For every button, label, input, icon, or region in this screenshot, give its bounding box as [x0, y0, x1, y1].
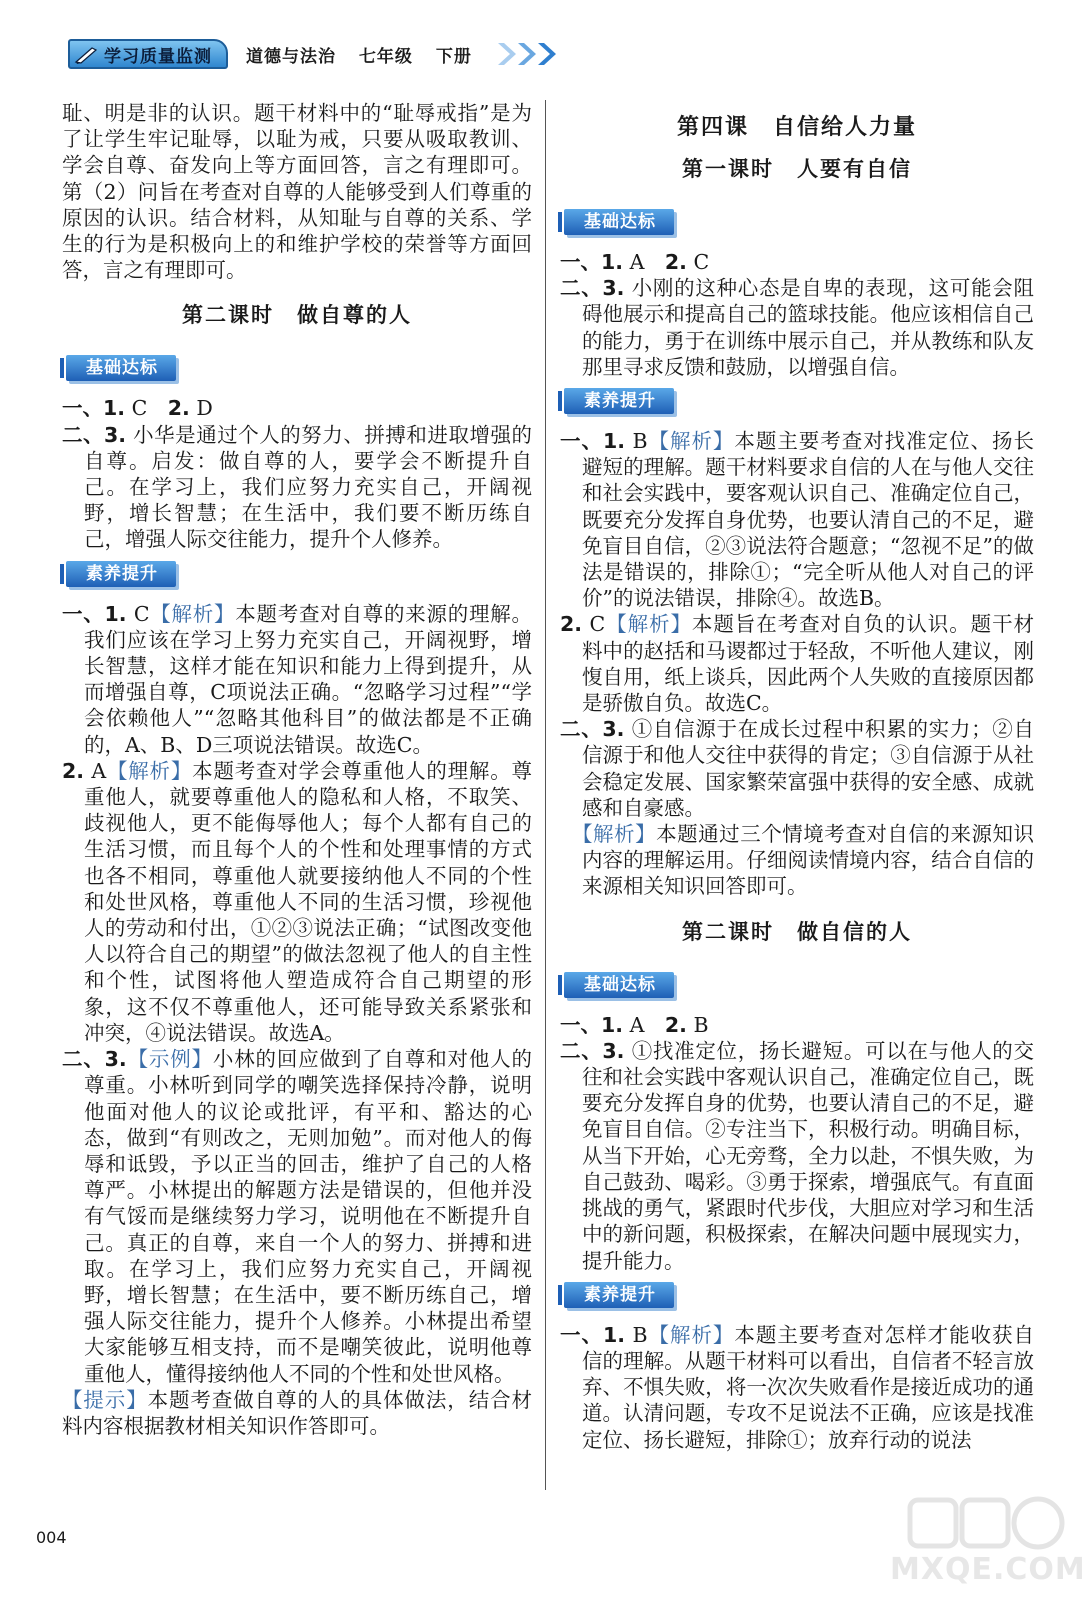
- lesson-title: 第四课 自信给人力量: [676, 115, 917, 140]
- answer-item: 一、1. B【解析】本题主要考查对找准定位、扬长避短的理解。题干材料要求自信的人在与他人交往和社会实践中，要客观认识自己、准确定位自己，既要充分发挥自身优势，也要认清自己的不足，避免盲目自信，②③说法符合题意；“忽视不足”的做法是错误的，排除①；“完全听从他人对自己的评价”的说法错误，排除④。故选B。: [560, 429, 1034, 611]
- badge-improve: 素养提升: [66, 561, 176, 587]
- watermark-logo-icon: [890, 1490, 1080, 1560]
- answer-item: 2. C【解析】本题旨在考查对自负的认识。题干材料中的赵括和马谡都过于轻敌，不听他人建议，刚愎自用，纸上谈兵，因此两个人失败的直接原因都是骄傲自负。故选C。: [560, 612, 1035, 716]
- left-column: [62, 100, 532, 1439]
- chevron-decoration: [494, 39, 564, 69]
- answer-item: 二、3. ①找准定位，扬长避短。可以在与他人的交往和社会实践中客观认识自己，准确定位自己，既要充分发挥自身的优势，也要认清自己的不足，避免盲目自信。②专注当下，积极行动。明确目标，从当下开始，心无旁骛，全力以赴，不惧失败，为自己鼓劲、喝彩。③勇于探索，增强底气。有直面挑战的勇气，紧跟时代步伐，大胆应对学习和生活中的新问题，积极探索，在解决问题中展现实力，提升能力。: [560, 1038, 1035, 1273]
- section-title: 第二课时 做自信的人: [682, 919, 912, 944]
- badge-improve: 素养提升: [564, 388, 674, 414]
- pen-icon: [74, 45, 100, 65]
- answer-item: 一、1. C【解析】本题考查对自尊的来源的理解。我们应该在学习上努力充实自己，开阔视野，增长智慧，这样才能在知识和能力上得到提升，从而增强自尊，C项说法正确。“忽略学习过程”“学会依赖他人”“忽略其他科目”的做法都是不正确的，A、B、D三项说法错误。故选C。: [62, 601, 533, 757]
- right-column: [560, 100, 1034, 1453]
- answer-item: 一、1. B【解析】本题主要考查对怎样才能收获自信的理解。从题干材料可以看出，自信者不轻言放弃、不惧失败，将一次次失败看作是接近成功的通道。认清问题，专攻不足说法不正确，应该是找准定位、扬长避短，排除①；放弃行动的说法: [560, 1322, 1034, 1452]
- section-title: 第二课时 做自尊的人: [182, 303, 412, 328]
- brand-tab: [68, 39, 228, 69]
- answer-item: 二、3. 小刚的这种心态是自卑的表现，这可能会阻碍他展示和提高自己的篮球技能。他应该相信自己的能力，勇于在训练中展示自己，并从教练和队友那里寻求反馈和鼓励，以增强自信。: [560, 276, 1035, 379]
- answer-item: 二、3. ①自信源于在成长过程中积累的实力；②自信源于和他人交往中获得的肯定；③自信源于从社会稳定发展、国家繁荣富强中获得的安全感、成就感和自豪感。: [560, 717, 1035, 820]
- badge-basic: 基础达标: [564, 209, 674, 235]
- volume-name: 下册: [435, 46, 472, 67]
- answer-item: 一、1. A 2. B: [560, 1012, 709, 1037]
- continued-answer: 耻、明是非的认识。题干材料中的“耻辱戒指”是为了让学生牢记耻辱，以耻为戒，只要从吸取教训、学会自尊、奋发向上等方面回答，言之有理即可。第（2）问旨在考查对自尊的人能够受到人们尊重的原因的认识。结合材料，从知耻与自尊的关系、学生的行为是积极向上的和维护学校的荣誉等方面回答，言之有理即可。: [62, 101, 532, 283]
- badge-basic: 基础达标: [66, 355, 176, 381]
- answer-item: 一、1. C 2. D: [62, 396, 213, 421]
- answer-item: 二、3. 小华是通过个人的努力、拼搏和进取增强的自尊。启发：做自尊的人，要学会不断提升自己。在学习上，我们应努力充实自己，开阔视野，增长智慧；在生活中，我们要不断历练自己，增强人际交往能力，提升个人修养。: [62, 422, 533, 552]
- grade-name: 七年级: [358, 46, 413, 67]
- answer-item: 一、1. A 2. C: [560, 250, 710, 274]
- badge-basic: 基础达标: [564, 972, 674, 998]
- hint-note: 【提示】本题考查做自尊的人的具体做法，结合材料内容根据教材相关知识作答即可。: [62, 1387, 533, 1438]
- book-info: [246, 42, 488, 67]
- brand-title: 学习质量监测: [104, 46, 212, 67]
- analysis-note: 【解析】本题通过三个情境考查对自信的来源知识内容的理解运用。仔细阅读情境内容，结合自信的来源相关知识回答即可。: [572, 822, 1035, 899]
- badge-improve: 素养提升: [564, 1282, 674, 1308]
- column-divider: [545, 100, 546, 1490]
- watermark-text: MXQE.COM: [890, 1552, 1086, 1587]
- page-header: [68, 36, 564, 72]
- answer-item: 二、3.【示例】小林的回应做到了自尊和对他人的尊重。小林听到同学的嘲笑选择保持冷静，说明他面对他人的议论或批评，有平和、豁达的心态，做到“有则改之，无则加勉”。而对他人的侮辱和诋毁，予以正当的回击，维护了自己的人格尊严。小林提出的解题方法是错误的，但他并没有气馁而是继续努力学习，说明他在不断提升自己。真正的自尊，来自一个人的努力、拼搏和进取。在学习上，我们应努力充实自己，开阔视野，增长智慧；在生活中，要不断历练自己，增强人际交往能力，提升个人修养。小林提出希望大家能够互相支持，而不是嘲笑彼此，说明他尊重他人，懂得接纳他人不同的个性和处世风格。: [62, 1047, 533, 1386]
- answer-item: 2. A【解析】本题考查对学会尊重他人的理解。尊重他人，就要尊重他人的隐私和人格，不取笑、歧视他人，更不能侮辱他人；每个人都有自己的生活习惯，而且每个人的个性和处理事情的方式也各不相同，尊重他人就要接纳他人不同的个性和处世风格，尊重他人不同的生活习惯，珍视他人的劳动和付出，①②③说法正确；“试图改变他人以符合自己的期望”的做法忽视了他人的自主性和个性，试图将他人塑造成符合自己期望的形象，这不仅不尊重他人，还可能导致关系紧张和冲突，④说法错误。故选A。: [62, 758, 533, 1045]
- section-title: 第一课时 人要有自信: [682, 157, 912, 181]
- subject-name: 道德与法治: [246, 46, 336, 67]
- page-number: 004: [36, 1528, 67, 1547]
- chevron-right-icon: [534, 39, 564, 69]
- watermark: [890, 1490, 1086, 1598]
